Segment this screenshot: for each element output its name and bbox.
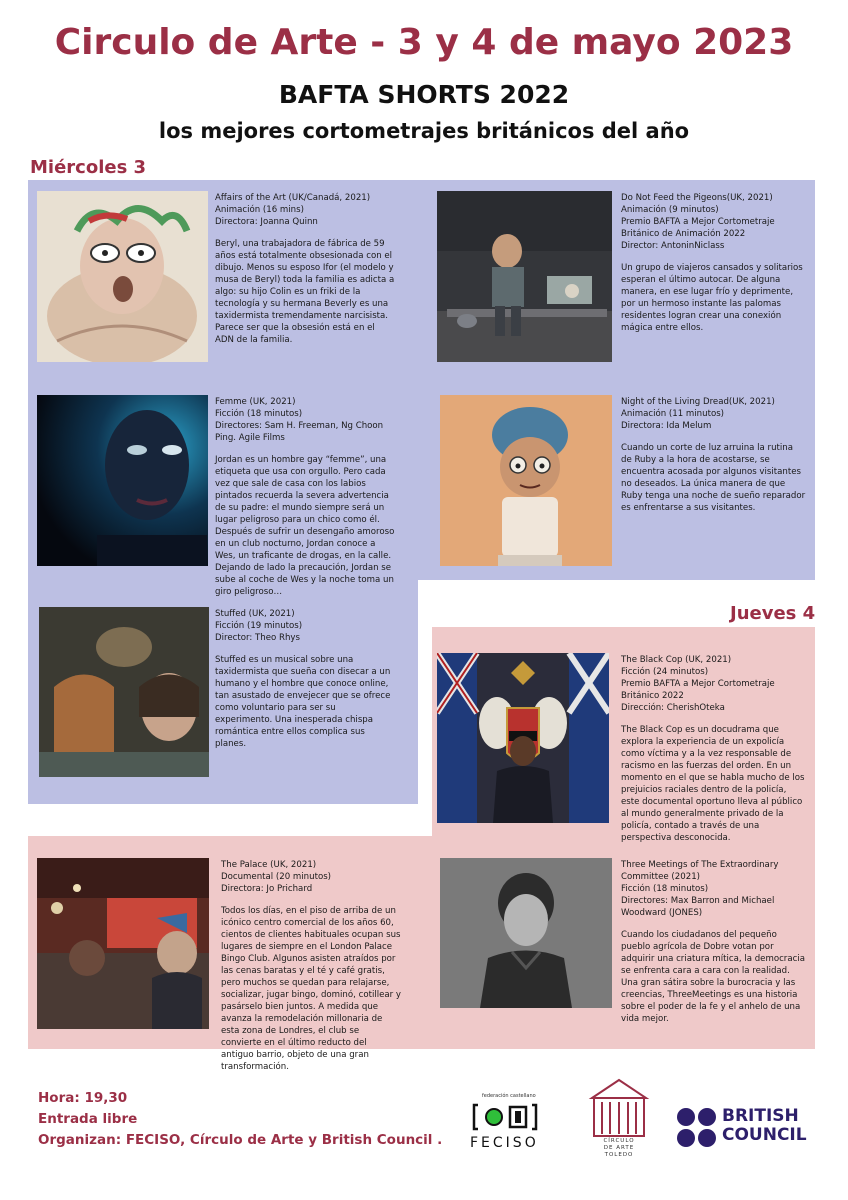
- event-organizers: Organizan: FECISO, Círculo de Arte y British Council .: [38, 1132, 443, 1148]
- event-time: Hora: 19,30: [38, 1090, 128, 1106]
- event-info: [38, 1088, 442, 1151]
- event-admission: Entrada libre: [38, 1111, 138, 1127]
- day-heading-thursday: Jueves 4: [730, 603, 816, 624]
- film-thumbnail-night-of-the-living-dread: [440, 395, 612, 566]
- british-council-logo: BRITISH COUNCIL: [676, 1105, 821, 1149]
- page-tagline: los mejores cortometrajes británicos del año: [158, 119, 690, 143]
- film-thumbnail-the-black-cop: [437, 653, 609, 823]
- film-description-do-not-feed-the-pigeons: Do Not Feed the Pigeons(UK, 2021) Animación (9 minutos) Premio BAFTA a Mejor Cortometraje Británico de Animación 2022 Director: AntoninNiclass Un grupo de viajeros cansados y solitarios esperan el último autocar. De alguna manera, en ese lugar frío y deprimente, por un hermoso instante las palomas residentes logran crear una conexión mágica entre ellos.: [621, 193, 803, 333]
- film-description-the-black-cop: The Black Cop (UK, 2021) Ficción (24 minutos) Premio BAFTA a Mejor Cortometraje Británico 2022 Dirección: CherishOteka The Black Cop es un docudrama que explora la experiencia de un expolicía como víctima y a la vez responsable de racismo en las fuerzas del orden. En un momento en el que se habla mucho de los prejuicios raciales dentro de la policía, este documental oportuno lleva al público al mundo generalmente privado de la policía, contado a través de una perspectiva desconocida.: [621, 655, 805, 843]
- film-thumbnail-affairs-of-the-art: [37, 191, 208, 362]
- page-subtitle: BAFTA SHORTS 2022: [278, 80, 570, 109]
- film-description-night-of-the-living-dread: Night of the Living Dread(UK, 2021) Animación (11 minutos) Directora: Ida Melum Cuando un corte de luz arruina la rutina de Ruby a la hora de acostarse, se encuentra acosada por algunos visitantes no deseados. La única manera de que Ruby tenga una noche de sueño reparador es enfrentarse a sus visitantes.: [621, 397, 806, 513]
- circulo-de-arte-logo: CÍRCULO DE ARTE TOLEDO: [588, 1078, 650, 1160]
- film-description-the-palace: The Palace (UK, 2021) Documental (20 minutos) Directora: Jo Prichard Todos los días, en el piso de arriba de un icónico centro comercial de los años 60, cientos de clientes habituales ocupan sus lugares de siempre en el London Palace Bingo Club. Algunos asisten atraídos por las cenas baratas y el té y café gratis, pero muchos se quedan para relajarse, socializar, jugar bingo, dominó, cotillear y pasárselo bien juntos. A medida que avanza la remodelación millonaria de esta zona de Londres, el club se convierte en el último reducto del antiguo barrio, objeto de una gran transformación.: [221, 860, 402, 1072]
- film-description-stuffed: Stuffed (UK, 2021) Ficción (19 minutos) Director: Theo Rhys Stuffed es un musical sobre una taxidermista que sueña con disecar a un humano y el hombre que conoce online, tan asustado de envejecer que se ofrece como voluntario para ser su experimento. Una inesperada chispa romántica entre ellos complica sus planes.: [215, 609, 391, 749]
- film-thumbnail-femme: [37, 395, 208, 566]
- film-description-three-meetings: Three Meetings of The Extraordinary Committee (2021) Ficción (18 minutos) Directores: Max Barron and Michael Woodward (JONES) Cuando los ciudadanos del pequeño pueblo agrícola de Dobre votan por adquirir una criatura mítica, la democracia se enfrenta cara a cara con la realidad. Una gran sátira sobre la burocracia y las creencias, ThreeMeetings es una historia sobre el poder de la fe y el anhelo de una vida mejor.: [621, 860, 805, 1024]
- film-thumbnail-stuffed: [39, 607, 209, 777]
- film-thumbnail-three-meetings: [440, 858, 612, 1008]
- film-thumbnail-do-not-feed-the-pigeons: [437, 191, 612, 362]
- feciso-logo-text: FECISO: [470, 1135, 539, 1151]
- film-thumbnail-the-palace: [37, 858, 209, 1029]
- page-title: Circulo de Arte - 3 y 4 de mayo 2023: [54, 22, 794, 63]
- feciso-logo: federación castellano FECISO: [470, 1093, 539, 1151]
- day-heading-wednesday: Miércoles 3: [30, 157, 147, 178]
- film-description-femme: Femme (UK, 2021) Ficción (18 minutos) Directores: Sam H. Freeman, Ng Choon Ping. Agile Films Jordan es un hombre gay “femme”, una etiqueta que usa con orgullo. Pero cada vez que sale de casa con los labios pintados recuerda la severa advertencia de su padre: el mundo siempre será un lugar peligroso para un chico como él. Después de sufrir un desengaño amoroso en un club nocturno, Jordan conoce a Wes, un traficante de drogas, en la calle. Dejando de lado la precaución, Jordan se sube al coche de Wes y la noche toma un giro peligroso…: [215, 397, 395, 597]
- film-description-affairs-of-the-art: Affairs of the Art (UK/Canadá, 2021) Animación (16 mins) Directora: Joanna Quinn Beryl, una trabajadora de fábrica de 59 años está totalmente obsesionada con el dibujo. Menos su esposo Ifor (el modelo y musa de Beryl) toda la familia es adicta a algo: su hijo Colin es un friki de la tecnología y su hermana Beverly es una taxidermista tremendamente narcisista. Parece ser que la obsesión está en el ADN de la familia.: [215, 193, 395, 345]
